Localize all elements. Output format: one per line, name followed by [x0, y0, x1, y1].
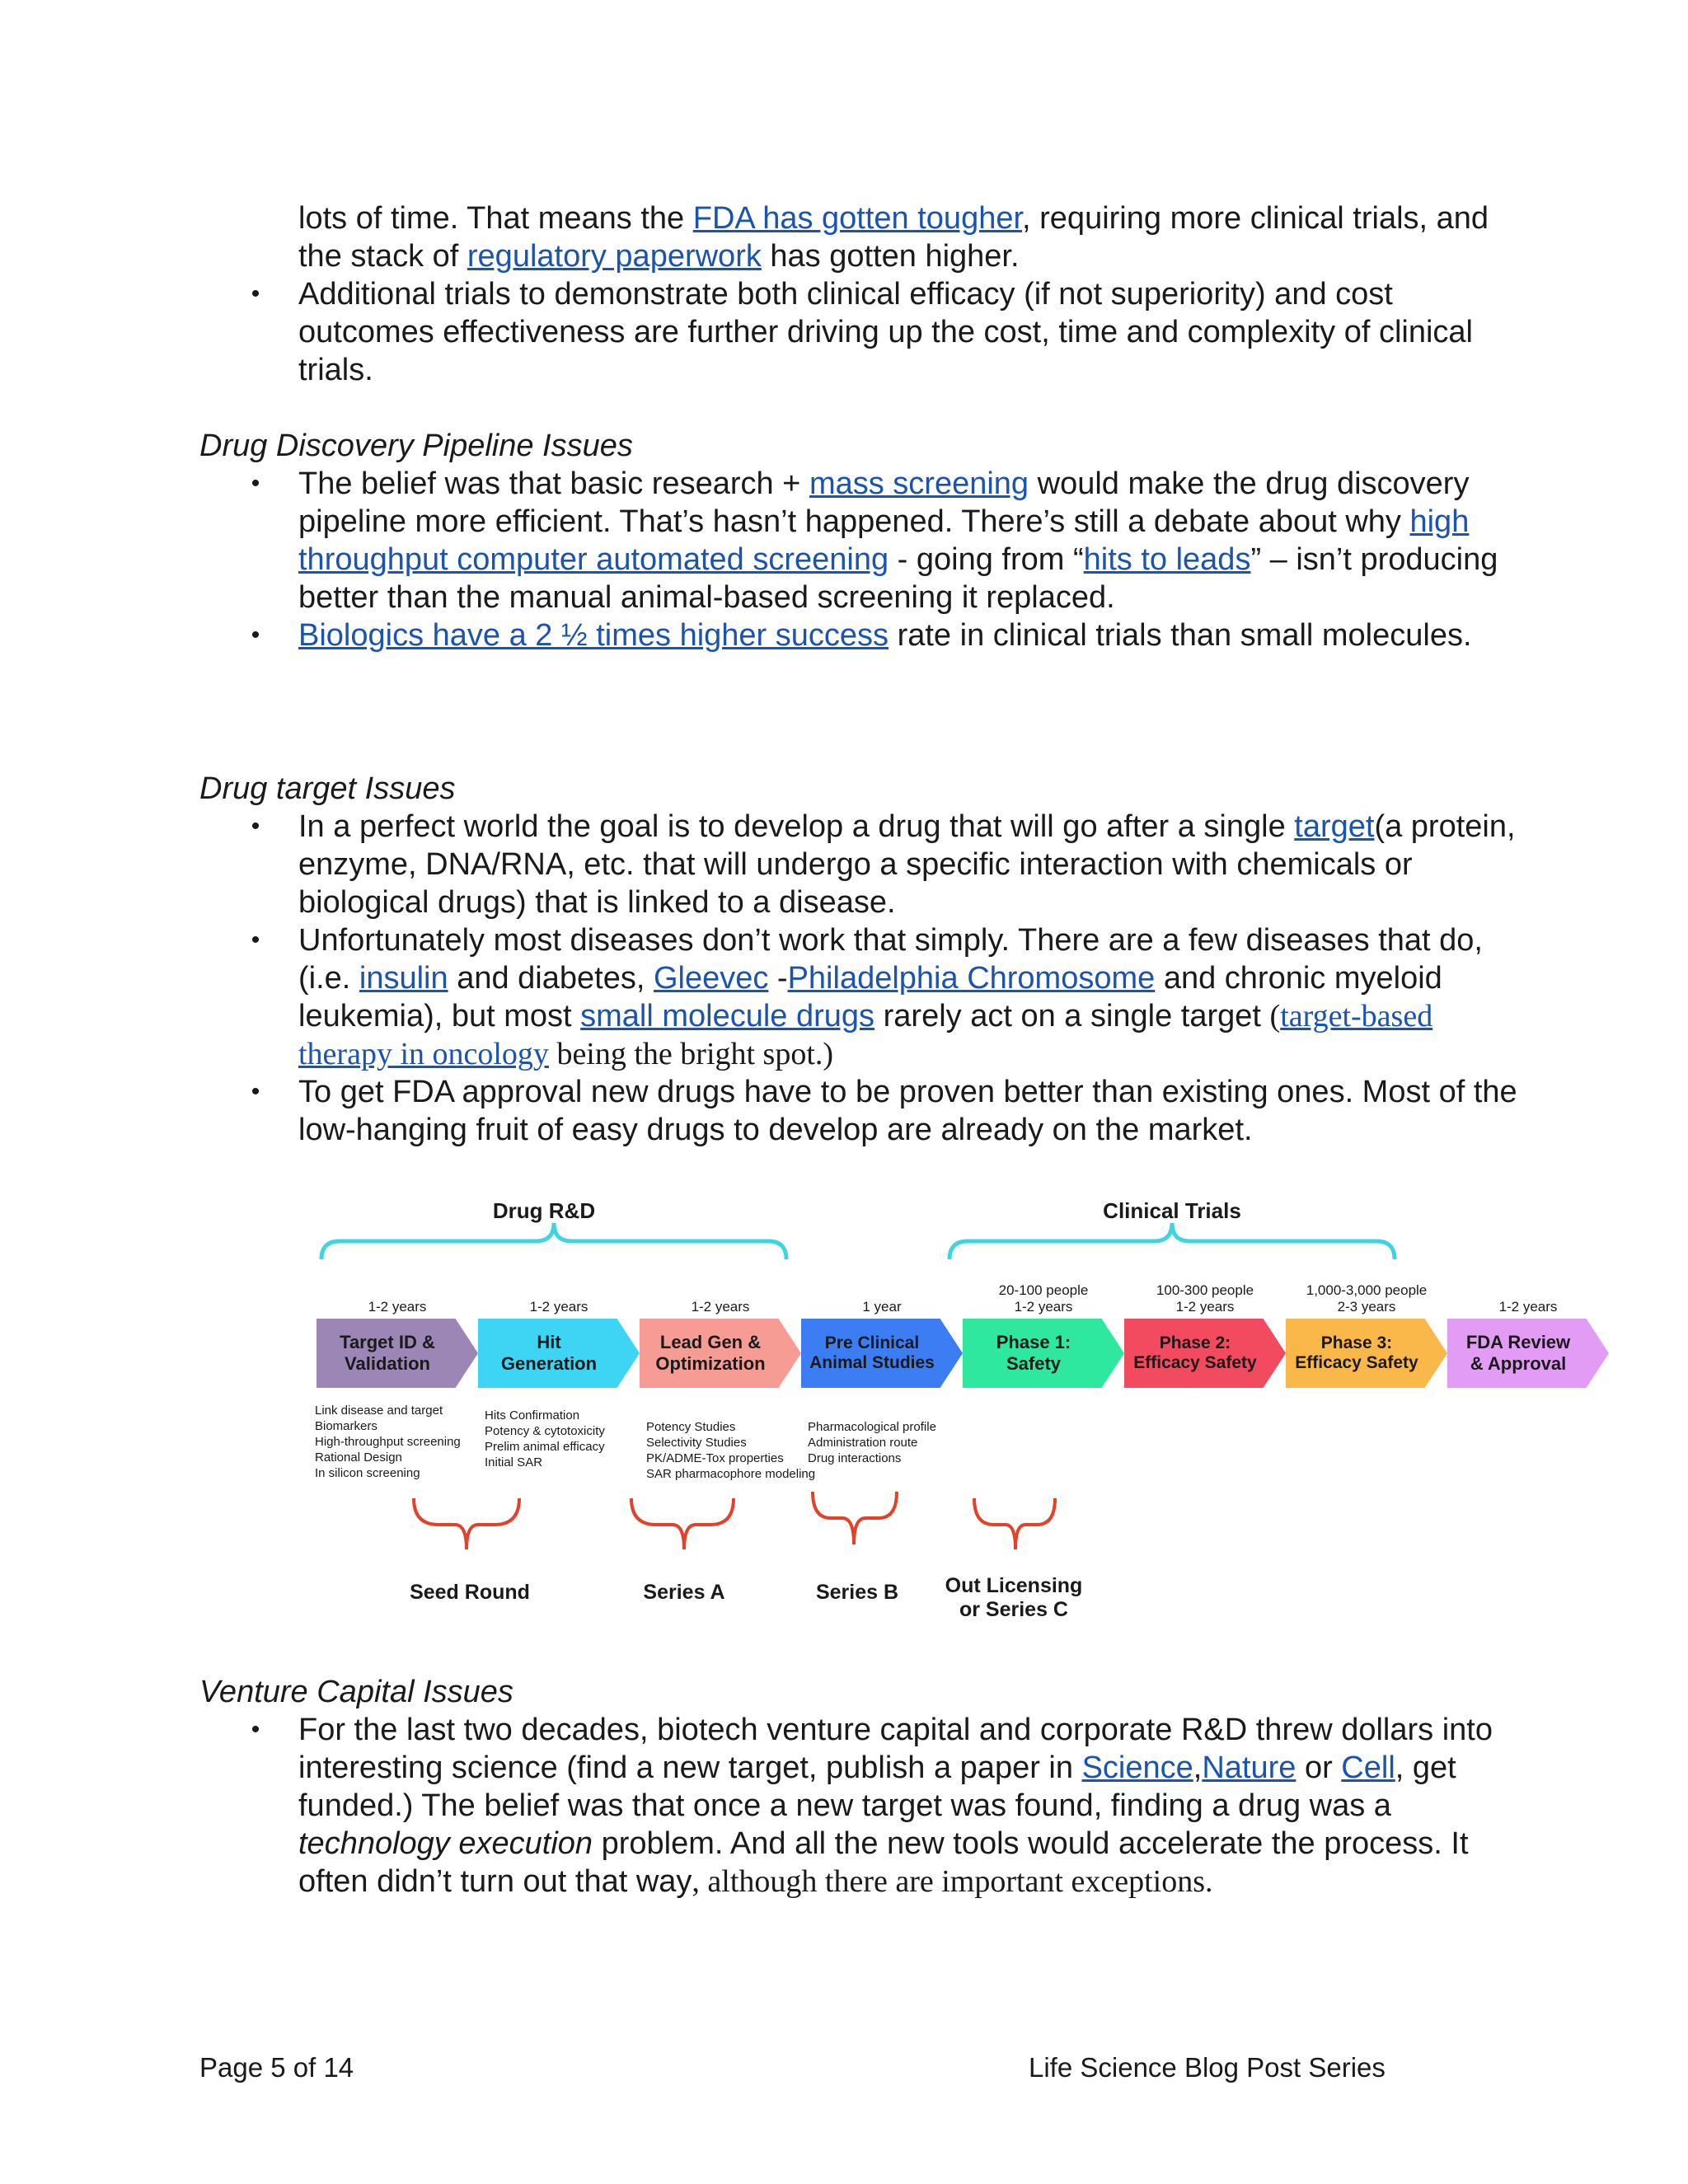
stage-arrow	[316, 1319, 478, 1388]
stage-label: FDA Review & Approval	[1465, 1332, 1571, 1374]
high-throughput-screening-link[interactable]: high throughput computer automated screening	[298, 504, 1470, 577]
fda-tougher-link[interactable]: FDA has gotten tougher	[692, 201, 1023, 236]
nature-link[interactable]: Nature	[1202, 1750, 1296, 1785]
stage-duration: 1-2 years	[368, 1299, 427, 1315]
stage-arrow	[801, 1319, 963, 1388]
stage-duration: 1,000-3,000 people 2-3 years	[1306, 1282, 1428, 1315]
stage-duration: 100-300 people 1-2 years	[1156, 1282, 1254, 1315]
stage-label: Lead Gen & Optimization	[655, 1332, 766, 1374]
series-a-bracket	[631, 1498, 734, 1549]
cell-link[interactable]: Cell	[1341, 1750, 1395, 1785]
small-molecule-drugs-link[interactable]: small molecule drugs	[580, 999, 875, 1033]
bullet-icon: •	[251, 280, 260, 307]
list-item: • For the last two decades, biotech venture capital and corporate R&D threw dollars into interesting science (find a new target, publish a paper in Science,Nature or Cell, get funded.) The belief was that once a new target was found, finding a drug was a technology execution problem. And all the new tools would accelerate the process. It often didn’t turn out that way, although there are important exceptions.	[247, 1711, 1533, 1900]
stage-label: Pre Clinical Animal Studies	[809, 1333, 935, 1372]
section-heading-vc: Venture Capital Issues	[199, 1675, 513, 1709]
bullet-icon: •	[251, 926, 260, 954]
target-link[interactable]: target	[1294, 809, 1375, 844]
intro-text: , requiring more clinical trials, and the stack of	[298, 201, 1489, 274]
stage-arrow	[1286, 1319, 1447, 1388]
bullet-icon: •	[251, 470, 260, 497]
funding-series-b: Series B	[815, 1581, 899, 1604]
funding-series-c: Out Licensing or Series C	[945, 1574, 1083, 1621]
bullet-icon: •	[251, 621, 260, 649]
rd-bracket	[321, 1223, 786, 1259]
series-b-bracket	[813, 1492, 897, 1544]
clinical-trials-label: Clinical Trials	[1103, 1198, 1241, 1223]
hits-to-leads-link[interactable]: hits to leads	[1083, 542, 1251, 577]
list-item: • In a perfect world the goal is to develop a drug that will go after a single target(a protein, enzyme, DNA/RNA, etc. that will undergo a specific interaction with chemicals or biological drugs) that is linked to a disease.	[247, 808, 1533, 921]
gleevec-link[interactable]: Gleevec	[653, 961, 769, 996]
section-heading-target: Drug target Issues	[199, 771, 456, 806]
intro-bullet-list	[247, 275, 1533, 389]
series-c-bracket	[974, 1498, 1055, 1549]
vc-bullet-list	[247, 1711, 1533, 1900]
activities-hit-generation: Hits Confirmation Potency & cytotoxicity Prelim animal efficacy Initial SAR	[485, 1408, 605, 1469]
clinical-bracket	[950, 1223, 1395, 1259]
stage-label: Phase 2: Efficacy Safety	[1133, 1333, 1257, 1372]
target-based-therapy-link[interactable]: target-based therapy in oncology	[298, 999, 1433, 1071]
stage-duration: 20-100 people 1-2 years	[998, 1282, 1089, 1315]
stage-label: Phase 3: Efficacy Safety	[1295, 1333, 1418, 1372]
stage-duration: 1-2 years	[529, 1299, 588, 1315]
biologics-success-link[interactable]: Biologics have a 2 ½ times higher success	[298, 618, 889, 653]
stage-label: Target ID & Validation	[340, 1332, 435, 1374]
insulin-link[interactable]: insulin	[359, 961, 448, 996]
stage-duration: 1-2 years	[1498, 1299, 1558, 1315]
bullet-icon: •	[251, 1716, 260, 1743]
bullet-icon: •	[251, 1078, 260, 1105]
page-number: Page 5 of 14	[199, 2052, 354, 2083]
activities-lead-gen: Potency Studies Selectivity Studies PK/ADME-Tox properties SAR pharmacophore modeling	[646, 1420, 816, 1481]
list-item: • Unfortunately most diseases don’t work that simply. There are a few diseases that do, (i.e. insulin and diabetes, Gleevec -Philadelphia Chromosome and chronic myeloid leukemia), but most small molecule drugs rarely act on a single target (target-based therapy in oncology being the bright spot.)	[247, 921, 1533, 1073]
stage-label: Phase 1: Safety	[996, 1332, 1071, 1374]
drug-rd-label: Drug R&D	[492, 1198, 596, 1223]
stage-arrow	[478, 1319, 640, 1388]
list-item: • To get FDA approval new drugs have to be proven better than existing ones. Most of the low-hanging fruit of easy drugs to develop are already on the market.	[247, 1073, 1533, 1149]
intro-text: has gotten higher.	[761, 239, 1020, 274]
bullet-icon: •	[251, 813, 260, 840]
target-bullet-list	[247, 808, 1533, 1149]
science-link[interactable]: Science	[1081, 1750, 1193, 1785]
pipeline-bullet-list	[247, 465, 1533, 654]
list-item: • Biologics have a 2 ½ times higher success rate in clinical trials than small molecules.	[247, 616, 1533, 654]
intro-paragraph	[298, 199, 1510, 275]
intro-text: lots of time. That means the	[298, 201, 693, 236]
stage-duration: 1-2 years	[691, 1299, 750, 1315]
funding-series-a: Series A	[643, 1581, 725, 1604]
drug-development-diagram	[297, 1187, 1615, 1648]
footer-series-title: Life Science Blog Post Series	[1029, 2052, 1386, 2083]
activities-preclinical: Pharmacological profile Administration route Drug interactions	[808, 1420, 936, 1465]
mass-screening-link[interactable]: mass screening	[809, 466, 1029, 501]
regulatory-paperwork-link[interactable]: regulatory paperwork	[467, 239, 762, 274]
stage-arrow	[1124, 1319, 1286, 1388]
philadelphia-chromosome-link[interactable]: Philadelphia Chromosome	[787, 961, 1156, 996]
stage-arrow	[1447, 1319, 1609, 1388]
stage-arrow	[640, 1319, 801, 1388]
stage-arrow	[963, 1319, 1124, 1388]
funding-seed-round: Seed Round	[410, 1581, 530, 1604]
seed-bracket	[414, 1498, 519, 1549]
stage-duration: 1 year	[862, 1299, 902, 1315]
list-item: • The belief was that basic research + mass screening would make the drug discovery pipeline more efficient. That’s hasn’t happened. There’s still a debate about why high throughput computer automated screening - going from “hits to leads” – isn’t producing better than the manual animal-based screening it replaced.	[247, 465, 1533, 616]
activities-target-id: Link disease and target Biomarkers High-throughput screening Rational Design In silicon screening	[315, 1404, 461, 1480]
list-item: • Additional trials to demonstrate both clinical efficacy (if not superiority) and cost outcomes effectiveness are further driving up the cost, time and complexity of clinical trials.	[247, 275, 1533, 389]
stage-label: Hit Generation	[500, 1332, 598, 1374]
section-heading-pipeline: Drug Discovery Pipeline Issues	[199, 429, 633, 463]
